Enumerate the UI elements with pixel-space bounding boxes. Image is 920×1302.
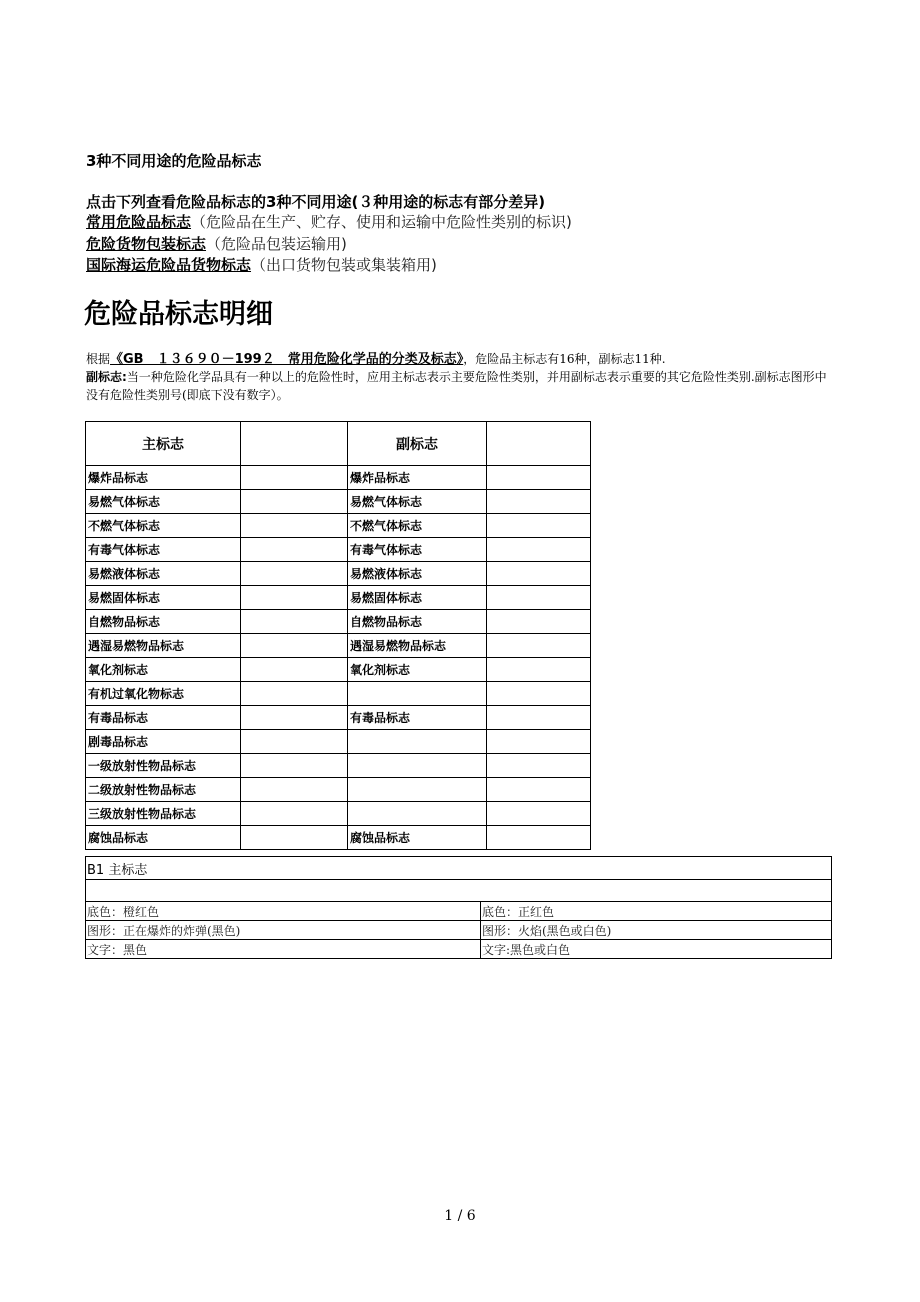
- b1-left-bg-color: 底色：橙红色: [86, 902, 481, 921]
- b1-right-graphic: 图形：火焰(黑色或白色): [481, 921, 832, 940]
- sub-sign-image-cell: [487, 706, 591, 730]
- header-main-sign: 主标志: [86, 422, 241, 466]
- main-sign-image-cell: [241, 466, 348, 490]
- sub-sign-name: 遇湿易燃物品标志: [348, 634, 487, 658]
- main-sign-name: 氧化剂标志: [86, 658, 241, 682]
- main-sign-name: 自燃物品标志: [86, 610, 241, 634]
- sub-sign-name: 不燃气体标志: [348, 514, 487, 538]
- sub-sign-name: 有毒品标志: [348, 706, 487, 730]
- basis-text: [86, 348, 666, 367]
- sub-sign-name: 易燃液体标志: [348, 562, 487, 586]
- main-sign-image-cell: [241, 562, 348, 586]
- sub-sign-image-cell: [487, 634, 591, 658]
- main-sign-image-cell: [241, 826, 348, 850]
- header-sub-sign: 副标志: [348, 422, 487, 466]
- b1-title: B1 主标志: [86, 857, 832, 880]
- main-sign-image-cell: [241, 538, 348, 562]
- main-sign-name: 一级放射性物品标志: [86, 754, 241, 778]
- main-sign-name: 易燃固体标志: [86, 586, 241, 610]
- sub-sign-name: 爆炸品标志: [348, 466, 487, 490]
- table-row: [86, 826, 591, 850]
- table-row: [86, 658, 591, 682]
- main-sign-name: 二级放射性物品标志: [86, 778, 241, 802]
- main-sign-image-cell: [241, 490, 348, 514]
- table-row: [86, 634, 591, 658]
- main-sign-name: 腐蚀品标志: [86, 826, 241, 850]
- document-title: 3种不同用途的危险品标志: [86, 152, 262, 170]
- sub-sign-image-cell: [487, 466, 591, 490]
- sub-sign-image-cell: [487, 754, 591, 778]
- sub-sign-name: 易燃气体标志: [348, 490, 487, 514]
- link-maritime-signs[interactable]: 国际海运危险品货物标志: [86, 256, 252, 274]
- sub-sign-name: [348, 754, 487, 778]
- sub-sign-text: 当一种危险化学品具有一种以上的危险性时，应用主标志表示主要危险性类别，并用副标志表示重要的其它危险性类别.副标志图形中没有危险性类别号(即底下没有数字）。: [86, 370, 827, 402]
- sub-sign-image-cell: [487, 730, 591, 754]
- basis-suffix: ，危险品主标志有16种，副标志11种.: [463, 352, 666, 366]
- main-sign-name: 不燃气体标志: [86, 514, 241, 538]
- table-row: [86, 538, 591, 562]
- main-sign-name: 遇湿易燃物品标志: [86, 634, 241, 658]
- table-row: [86, 514, 591, 538]
- sub-sign-name: 氧化剂标志: [348, 658, 487, 682]
- b1-image-row: [86, 880, 832, 902]
- signs-table: [85, 421, 591, 850]
- link-note: （出口货物包装或集装箱用): [251, 256, 437, 274]
- main-sign-image-cell: [241, 730, 348, 754]
- main-sign-image-cell: [241, 706, 348, 730]
- sub-sign-name: [348, 802, 487, 826]
- sub-sign-description: [86, 368, 836, 404]
- sub-sign-image-cell: [487, 514, 591, 538]
- link-note: （危险品在生产、贮存、使用和运输中危险性类别的标识): [191, 213, 572, 231]
- table-row: [86, 586, 591, 610]
- table-row: [86, 802, 591, 826]
- b1-right-bg-color: 底色：正红色: [481, 902, 832, 921]
- sub-sign-name: [348, 778, 487, 802]
- main-sign-name: 有毒品标志: [86, 706, 241, 730]
- sub-sign-image-cell: [487, 682, 591, 706]
- table-header-row: [86, 422, 591, 466]
- table-row: [86, 778, 591, 802]
- table-row: [86, 490, 591, 514]
- main-sign-image-cell: [241, 610, 348, 634]
- sub-sign-image-cell: [487, 538, 591, 562]
- link-note: （危险品包装运输用): [206, 235, 347, 253]
- table-row: [86, 562, 591, 586]
- main-sign-image-cell: [241, 802, 348, 826]
- main-sign-name: 三级放射性物品标志: [86, 802, 241, 826]
- sub-sign-image-cell: [487, 586, 591, 610]
- link-line-maritime: [86, 254, 437, 275]
- table-row: [86, 730, 591, 754]
- table-row: [86, 610, 591, 634]
- main-sign-image-cell: [241, 682, 348, 706]
- sub-sign-image-cell: [487, 802, 591, 826]
- sub-sign-name: [348, 682, 487, 706]
- sub-sign-name: 自燃物品标志: [348, 610, 487, 634]
- sub-sign-name: 腐蚀品标志: [348, 826, 487, 850]
- main-sign-image-cell: [241, 514, 348, 538]
- main-sign-name: 爆炸品标志: [86, 466, 241, 490]
- sub-sign-name: [348, 730, 487, 754]
- sub-sign-image-cell: [487, 658, 591, 682]
- link-common-hazard-signs[interactable]: 常用危险品标志: [86, 213, 192, 231]
- sub-sign-label: 副标志:: [86, 370, 127, 384]
- sub-sign-image-cell: [487, 490, 591, 514]
- main-sign-image-cell: [241, 754, 348, 778]
- main-sign-image-cell: [241, 658, 348, 682]
- main-sign-name: 有毒气体标志: [86, 538, 241, 562]
- link-line-common: [86, 211, 572, 232]
- table-row: [86, 754, 591, 778]
- basis-prefix: 根据: [86, 352, 111, 366]
- main-sign-name: 易燃气体标志: [86, 490, 241, 514]
- page-number: 1 / 6: [444, 1208, 476, 1224]
- sub-sign-image-cell: [487, 610, 591, 634]
- main-sign-name: 剧毒品标志: [86, 730, 241, 754]
- b1-right-text-color: 文字:黑色或白色: [481, 940, 832, 959]
- b1-left-graphic: 图形：正在爆炸的炸弹(黑色): [86, 921, 481, 940]
- sub-sign-image-cell: [487, 562, 591, 586]
- table-row: [86, 466, 591, 490]
- main-sign-name: 易燃液体标志: [86, 562, 241, 586]
- main-sign-image-cell: [241, 778, 348, 802]
- sub-sign-image-cell: [487, 778, 591, 802]
- b1-table: [85, 856, 832, 959]
- header-main-image: [241, 422, 348, 466]
- sub-sign-name: 易燃固体标志: [348, 586, 487, 610]
- b1-left-text-color: 文字：黑色: [86, 940, 481, 959]
- section-title: 危险品标志明细: [84, 299, 273, 330]
- main-sign-image-cell: [241, 586, 348, 610]
- table-row: [86, 706, 591, 730]
- main-sign-name: 有机过氧化物标志: [86, 682, 241, 706]
- sub-sign-image-cell: [487, 826, 591, 850]
- table-row: [86, 682, 591, 706]
- main-sign-image-cell: [241, 634, 348, 658]
- link-packaging-signs[interactable]: 危险货物包装标志: [86, 235, 207, 253]
- intro-text: 点击下列查看危险品标志的3种不同用途(３种用途的标志有部分差异): [86, 193, 546, 211]
- standard-link[interactable]: 《GB １３６９０－199２ 常用危险化学品的分类及标志》: [110, 352, 464, 367]
- sub-sign-name: 有毒气体标志: [348, 538, 487, 562]
- header-sub-image: [487, 422, 591, 466]
- link-line-packaging: [86, 233, 347, 254]
